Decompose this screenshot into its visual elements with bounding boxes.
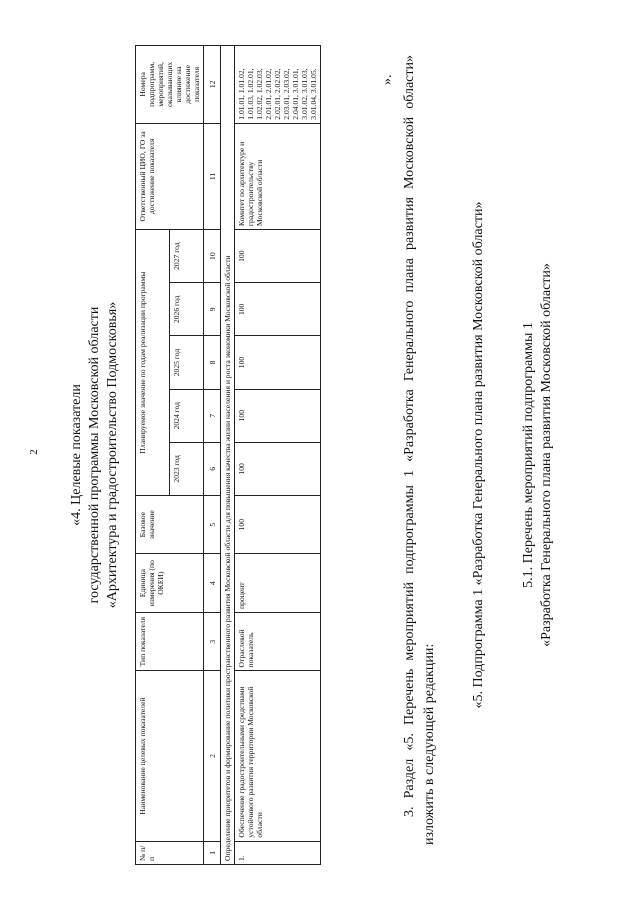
row-year-value: 100	[235, 389, 321, 442]
row-type: Отраслевой показатель	[235, 612, 321, 671]
header-year: 2026 год	[170, 283, 204, 336]
column-number: 2	[204, 671, 221, 841]
row-responsible: Комитет по архитектуре и градостроительству Московской области	[235, 123, 321, 229]
header-responsible: Ответственный ЦИО, ГО за достижение показателя	[136, 123, 204, 229]
row-unit: процент	[235, 554, 321, 613]
header-year: 2027 год	[170, 230, 204, 283]
column-number: 8	[204, 336, 221, 389]
paragraph-part-2: области» изложить в следующей редакции:	[402, 54, 437, 845]
measures-list-title	[520, 25, 556, 885]
column-number: 4	[204, 554, 221, 613]
header-year: 2023 год	[170, 442, 204, 495]
row-no: 1.	[235, 841, 321, 864]
list-line-1: 5.1. Перечень мероприятий подпрограммы 1	[521, 322, 536, 588]
column-number: 1	[204, 841, 221, 864]
section-heading	[68, 25, 122, 885]
row-name: Обеспечение градостроительными средствами устойчивого развития территории Московской области	[235, 671, 321, 841]
rotated-page	[50, 25, 630, 885]
table-row	[235, 46, 321, 865]
column-number: 6	[204, 442, 221, 495]
header-no: № п/п	[136, 841, 204, 864]
column-number: 10	[204, 230, 221, 283]
column-number: 5	[204, 495, 221, 554]
list-line-2: «Разработка Генерального плана развития Московской области»	[539, 263, 554, 647]
row-numbers: 1.01.01, 1.01.02, 1.01.03, 1.02.01, 1.02.02, 1.02.03, 2.01.01, 2.01.02, 2.02.01, 2.02.02, 2.03.01, 2.03.02, 2.04.01, 3.01.01, 3.01.02, 3.01.03, 3.01.04, 3.01.05.	[235, 46, 321, 124]
row-year-value: 100	[235, 230, 321, 283]
page-number: 2	[28, 449, 40, 455]
column-number: 9	[204, 283, 221, 336]
header-base: Базовое значение	[136, 495, 204, 554]
heading-line-1: «4. Целевые показатели	[69, 384, 84, 526]
column-number: 3	[204, 612, 221, 671]
header-year: 2024 год	[170, 389, 204, 442]
row-year-value: 100	[235, 442, 321, 495]
column-number: 12	[204, 46, 221, 124]
row-base: 100	[235, 495, 321, 554]
heading-line-3: «Архитектура и градостроительство Подмосковья»	[105, 301, 120, 609]
column-number: 11	[204, 123, 221, 229]
amendment-paragraph	[400, 55, 440, 845]
header-name: Наименование целевых показателей	[136, 671, 204, 841]
paragraph-part-1: 3. Раздел «5. Перечень мероприятий подпрограммы 1 «Разработка Генерального плана развития Московской	[402, 116, 417, 817]
header-unit: Единица измерения (по ОКЕИ)	[136, 554, 204, 613]
column-number-row	[204, 46, 221, 865]
section-row	[221, 46, 235, 865]
header-planned: Планируемое значение по годам реализации программы	[136, 230, 170, 496]
column-number: 7	[204, 389, 221, 442]
table-header-row	[136, 46, 170, 865]
header-year: 2025 год	[170, 336, 204, 389]
header-type: Тип показателя	[136, 612, 204, 671]
subprogram-title: «5. Подпрограмма 1 «Разработка Генерального плана развития Московской области»	[471, 201, 486, 709]
target-indicators-table	[135, 45, 321, 865]
heading-line-2: государственной программы Московской области	[87, 306, 102, 604]
section-title: Определение приоритетов и формирование политики пространственного развития Московской области для повышения качества жизни населения и роста экономики Московской области	[221, 46, 235, 865]
header-numbers: Номера подпрограмм, мероприятий, оказывающих влияние на достижение показателя	[136, 46, 204, 124]
row-year-value: 100	[235, 283, 321, 336]
table-close-quote: ».	[380, 74, 395, 85]
row-year-value: 100	[235, 336, 321, 389]
